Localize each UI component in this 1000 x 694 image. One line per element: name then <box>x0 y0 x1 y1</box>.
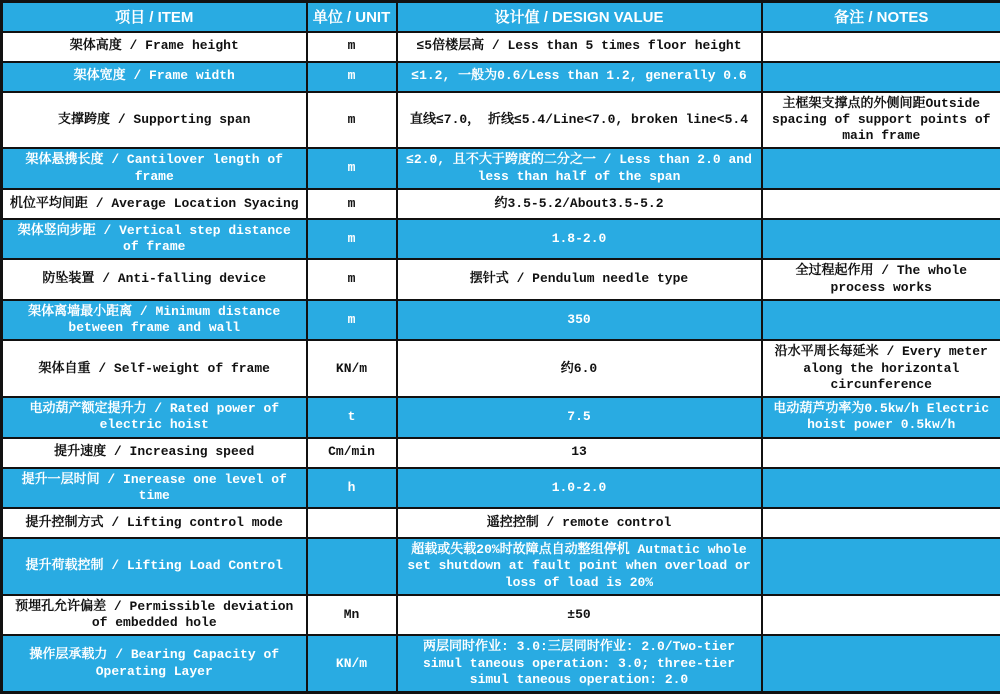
table-header <box>2 2 1000 32</box>
cell-item: 提升荷载控制 / Lifting Load Control <box>2 538 307 595</box>
cell-item: 预埋孔允许偏差 / Permissible deviation of embedded hole <box>2 595 307 636</box>
cell-item: 防坠装置 / Anti-falling device <box>2 259 307 300</box>
cell-value: 超载或失载20%时故障点自动整组停机 Autmatic whole set shutdown at fault point when overload or loss of load is 20% <box>397 538 762 595</box>
cell-notes <box>762 538 1000 595</box>
cell-value: 直线≤7.0， 折线≤5.4/Line<7.0, broken line<5.4 <box>397 92 762 149</box>
table-row <box>2 635 1000 692</box>
cell-item: 架体宽度 / Frame width <box>2 62 307 92</box>
table-row <box>2 259 1000 300</box>
cell-item: 架体悬携长度 / Cantilover length of frame <box>2 148 307 189</box>
cell-item: 提升一层时间 / Inerease one level of time <box>2 468 307 509</box>
cell-notes: 电动葫芦功率为0.5kw/h Electric hoist power 0.5kw/h <box>762 397 1000 438</box>
cell-value: ≤5倍楼层高 / Less than 5 times floor height <box>397 32 762 62</box>
cell-value: ≤2.0, 且不大于跨度的二分之一 / Less than 2.0 and less than half of the span <box>397 148 762 189</box>
cell-item: 操作层承载力 / Bearing Capacity of Operating Layer <box>2 635 307 692</box>
cell-notes <box>762 468 1000 509</box>
table-row <box>2 300 1000 341</box>
cell-value: 约6.0 <box>397 340 762 397</box>
table-row <box>2 438 1000 468</box>
cell-item: 提升速度 / Increasing speed <box>2 438 307 468</box>
header-row <box>2 2 1000 32</box>
table-row <box>2 468 1000 509</box>
cell-value: ±50 <box>397 595 762 636</box>
cell-unit: m <box>307 300 397 341</box>
cell-unit: m <box>307 219 397 260</box>
cell-unit: m <box>307 92 397 149</box>
cell-unit: m <box>307 189 397 219</box>
cell-item: 架体离墙最小距离 / Minimum distance between frame and wall <box>2 300 307 341</box>
cell-unit <box>307 508 397 538</box>
cell-unit: KN/m <box>307 340 397 397</box>
cell-item: 架体竖向步距 / Vertical step distance of frame <box>2 219 307 260</box>
cell-notes <box>762 32 1000 62</box>
table-row <box>2 538 1000 595</box>
cell-item: 架体高度 / Frame height <box>2 32 307 62</box>
cell-value: 350 <box>397 300 762 341</box>
table-row <box>2 189 1000 219</box>
cell-value: 1.0-2.0 <box>397 468 762 509</box>
cell-value: 7.5 <box>397 397 762 438</box>
table-body <box>2 32 1000 693</box>
cell-value: ≤1.2, 一般为0.6/Less than 1.2, generally 0.6 <box>397 62 762 92</box>
table-row <box>2 219 1000 260</box>
cell-notes <box>762 219 1000 260</box>
cell-unit: m <box>307 148 397 189</box>
cell-notes <box>762 438 1000 468</box>
cell-notes <box>762 148 1000 189</box>
cell-unit: Cm/min <box>307 438 397 468</box>
cell-notes: 沿水平周长每延米 / Every meter along the horizontal circunference <box>762 340 1000 397</box>
cell-unit: m <box>307 259 397 300</box>
cell-unit <box>307 538 397 595</box>
cell-notes: 全过程起作用 / The whole process works <box>762 259 1000 300</box>
cell-notes: 主框架支撑点的外侧间距Outside spacing of support points of main frame <box>762 92 1000 149</box>
cell-value: 1.8-2.0 <box>397 219 762 260</box>
table-row <box>2 595 1000 636</box>
table-row <box>2 148 1000 189</box>
header-item: 项目 / ITEM <box>2 2 307 32</box>
table-row <box>2 397 1000 438</box>
cell-notes <box>762 300 1000 341</box>
table-row <box>2 340 1000 397</box>
cell-unit: h <box>307 468 397 509</box>
cell-value: 约3.5-5.2/About3.5-5.2 <box>397 189 762 219</box>
cell-notes <box>762 189 1000 219</box>
cell-item: 架体自重 / Self-weight of frame <box>2 340 307 397</box>
cell-unit: KN/m <box>307 635 397 692</box>
cell-notes <box>762 595 1000 636</box>
cell-unit: m <box>307 32 397 62</box>
header-notes: 备注 / NOTES <box>762 2 1000 32</box>
header-design-value: 设计值 / DESIGN VALUE <box>397 2 762 32</box>
cell-unit: t <box>307 397 397 438</box>
cell-item: 提升控制方式 / Lifting control mode <box>2 508 307 538</box>
table-row <box>2 92 1000 149</box>
cell-value: 摆针式 / Pendulum needle type <box>397 259 762 300</box>
table-row <box>2 62 1000 92</box>
table-row <box>2 32 1000 62</box>
cell-unit: Mn <box>307 595 397 636</box>
cell-notes <box>762 508 1000 538</box>
cell-item: 机位平均间距 / Average Location Syacing <box>2 189 307 219</box>
cell-notes <box>762 62 1000 92</box>
cell-unit: m <box>307 62 397 92</box>
cell-value: 13 <box>397 438 762 468</box>
cell-item: 电动葫产额定提升力 / Rated power of electric hoist <box>2 397 307 438</box>
table-row <box>2 508 1000 538</box>
cell-item: 支撑跨度 / Supporting span <box>2 92 307 149</box>
cell-value: 两层同时作业: 3.0:三层同时作业: 2.0/Two-tier simul taneous operation: 3.0; three-tier simul taneous operation: 2.0 <box>397 635 762 692</box>
header-unit: 单位 / UNIT <box>307 2 397 32</box>
cell-value: 遥控控制 / remote control <box>397 508 762 538</box>
cell-notes <box>762 635 1000 692</box>
